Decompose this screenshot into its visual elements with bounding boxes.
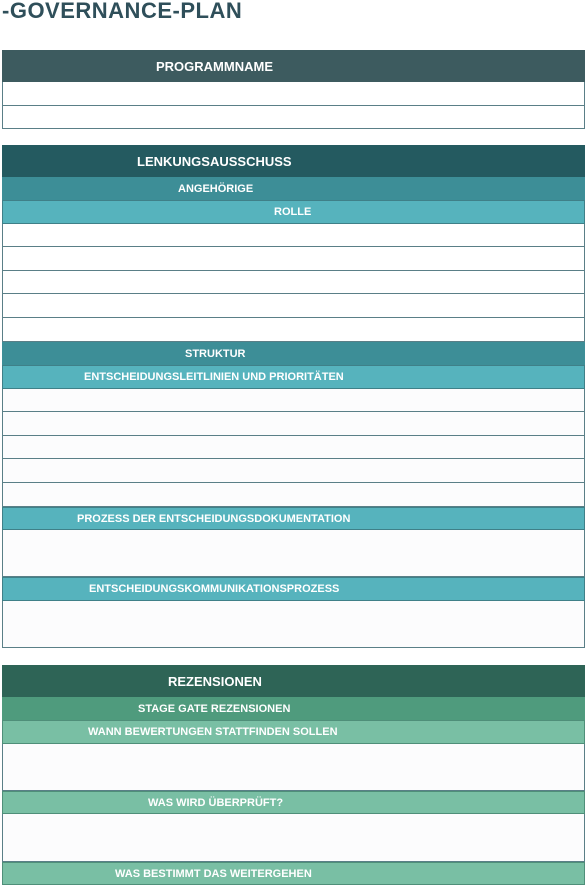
members-header — [2, 177, 585, 200]
program-name-header — [2, 50, 585, 82]
documentation-process-field[interactable] — [2, 530, 585, 577]
guideline-row[interactable] — [2, 412, 585, 436]
structure-header-label: STRUKTUR — [185, 347, 246, 360]
continue-criteria-header-label: WAS BESTIMMT DAS WEITERGEHEN — [115, 867, 312, 880]
continue-criteria-header — [2, 862, 585, 885]
members-header-label: ANGEHÖRIGE — [178, 182, 254, 195]
steering-committee-header-label: LENKUNGSAUSSCHUSS — [137, 153, 292, 169]
communication-process-field[interactable] — [2, 601, 585, 648]
program-name-field[interactable] — [2, 82, 585, 106]
review-timing-header-label: WANN BEWERTUNGEN STATTFINDEN SOLLEN — [88, 726, 338, 738]
steering-committee-header — [2, 145, 585, 177]
program-name-header-label: PROGRAMMNAME — [156, 58, 273, 74]
reviews-header — [2, 665, 585, 697]
stage-gate-header-label: STAGE GATE REZENSIONEN — [138, 702, 291, 715]
guideline-row[interactable] — [2, 389, 585, 412]
page-title: -GOVERNANCE-PLAN — [2, 0, 243, 23]
documentation-process-header — [2, 507, 585, 530]
guidelines-header — [2, 365, 585, 389]
member-row[interactable] — [2, 271, 585, 294]
role-header — [2, 200, 585, 224]
review-timing-field[interactable] — [2, 744, 585, 791]
structure-header — [2, 342, 585, 365]
member-row[interactable] — [2, 318, 585, 342]
reviews-header-label: REZENSIONEN — [168, 673, 262, 689]
review-timing-header — [2, 720, 585, 744]
communication-process-header-label: ENTSCHEIDUNGSKOMMUNIKATIONSPROZESS — [89, 583, 340, 595]
guidelines-header-label: ENTSCHEIDUNGSLEITLINIEN UND PRIORITÄTEN — [84, 371, 344, 383]
guideline-row[interactable] — [2, 483, 585, 507]
guideline-row[interactable] — [2, 436, 585, 459]
review-scope-header-label: WAS WIRD ÜBERPRÜFT? — [148, 796, 284, 809]
member-row[interactable] — [2, 224, 585, 247]
member-row[interactable] — [2, 294, 585, 318]
documentation-process-header-label: PROZESS DER ENTSCHEIDUNGSDOKUMENTATION — [77, 512, 351, 525]
review-scope-header — [2, 791, 585, 814]
stage-gate-header — [2, 697, 585, 720]
guideline-row[interactable] — [2, 459, 585, 483]
member-row[interactable] — [2, 247, 585, 271]
review-scope-field[interactable] — [2, 814, 585, 862]
role-header-label: ROLLE — [274, 206, 312, 218]
program-name-field[interactable] — [2, 106, 585, 129]
communication-process-header — [2, 577, 585, 601]
